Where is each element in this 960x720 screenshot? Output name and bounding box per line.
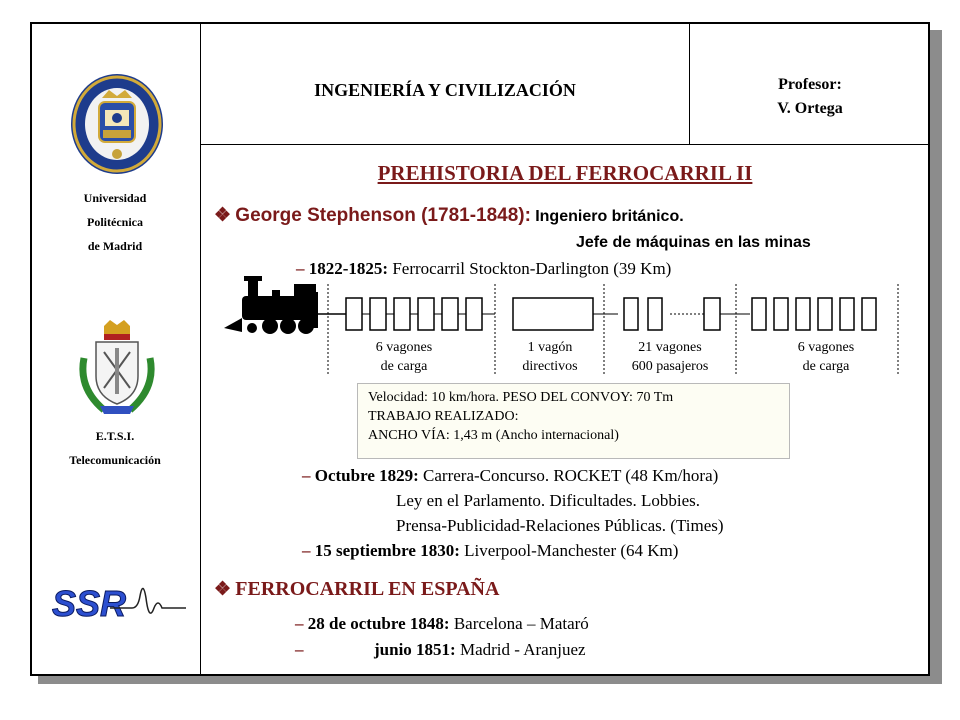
stephenson-role-2: Jefe de máquinas en las minas	[576, 234, 811, 251]
stephenson-line	[214, 204, 684, 227]
university-name	[30, 186, 200, 258]
dash: –	[295, 614, 304, 633]
professor-block	[690, 73, 930, 121]
spain-heading-line	[214, 578, 499, 601]
year-1822: 1822-1825:	[308, 259, 389, 278]
stephenson-name: George Stephenson (1781-1848):	[235, 205, 531, 226]
train-info-box	[357, 383, 790, 459]
train-label-4-line-2: de carga	[802, 359, 850, 374]
ssr-logo	[50, 578, 190, 626]
train-label-4-line-1: 6 vagones	[797, 340, 855, 355]
train-label-3	[604, 338, 736, 376]
train-label-2-line-1: 1 vagón	[527, 340, 573, 355]
train-label-1-line-1: 6 vagones	[375, 340, 433, 355]
train-label-3-line-2: 600 pasajeros	[631, 359, 709, 374]
locomotive-icon	[224, 276, 318, 334]
school-name	[30, 424, 200, 472]
ssr-logo-text: SSR	[52, 583, 127, 624]
course-title: INGENIERÍA Y CIVILIZACIÓN	[314, 80, 576, 100]
year-1851: junio 1851:	[374, 640, 456, 659]
train-label-1	[336, 338, 472, 376]
info-line-2: TRABAJO REALIZADO:	[368, 409, 519, 424]
year-1830: 15 septiembre 1830:	[314, 541, 460, 560]
dash: –	[295, 640, 304, 659]
sidebar-divider	[200, 23, 201, 675]
stephenson-role-1: Ingeniero británico.	[535, 208, 684, 225]
dash: –	[302, 541, 311, 560]
diamond-bullet-icon: ❖	[214, 205, 232, 226]
university-line-2: Politécnica	[87, 215, 143, 229]
text-1848: Barcelona – Mataró	[453, 614, 589, 633]
line-1829	[302, 466, 718, 486]
slide-title: PREHISTORIA DEL FERROCARRIL II	[377, 161, 753, 185]
train-label-4	[756, 338, 896, 376]
dash: –	[302, 466, 311, 485]
year-1848: 28 de octubre 1848:	[307, 614, 450, 633]
text-1830: Liverpool-Manchester (64 Km)	[464, 541, 679, 560]
dash: –	[296, 259, 305, 278]
diamond-bullet-icon: ❖	[214, 579, 232, 600]
line-1851	[295, 640, 586, 660]
line-1848	[295, 614, 589, 634]
professor-name: V. Ortega	[777, 100, 843, 117]
university-line-1: Universidad	[83, 191, 147, 205]
directors-wagon	[513, 298, 593, 330]
wagon-group-4	[752, 298, 876, 330]
upm-seal-logo	[69, 68, 165, 176]
train-label-3-line-1: 21 vagones	[638, 340, 702, 355]
info-line-1: Velocidad: 10 km/hora. PESO DEL CONVOY: 70 Tm	[368, 390, 674, 405]
train-label-2	[496, 338, 604, 376]
line-1829-b: Ley en el Parlamento. Dificultades. Lobbies.	[396, 491, 701, 510]
school-line-1: E.T.S.I.	[95, 429, 135, 443]
header-bottom-line	[200, 144, 929, 145]
university-line-3: de Madrid	[87, 239, 143, 253]
line-1830	[302, 541, 678, 561]
professor-label: Profesor:	[778, 76, 842, 93]
spain-heading: FERROCARRIL EN ESPAÑA	[235, 578, 500, 600]
text-1851: Madrid - Aranjuez	[459, 640, 586, 659]
train-label-1-line-2: de carga	[380, 359, 428, 374]
train-label-2-line-2: directivos	[522, 359, 578, 374]
school-line-2: Telecomunicación	[69, 453, 161, 467]
info-line-3: ANCHO VÍA: 1,43 m (Ancho internacional)	[368, 428, 619, 443]
text-1822: Ferrocarril Stockton-Darlington (39 Km)	[392, 259, 672, 278]
etsit-coat-of-arms	[74, 318, 160, 418]
year-1829: Octubre 1829:	[314, 466, 419, 485]
line-1829-c: Prensa-Publicidad-Relaciones Públicas. (Times)	[396, 516, 724, 535]
text-1829: Carrera-Concurso. ROCKET (48 Km/hora)	[423, 466, 719, 485]
